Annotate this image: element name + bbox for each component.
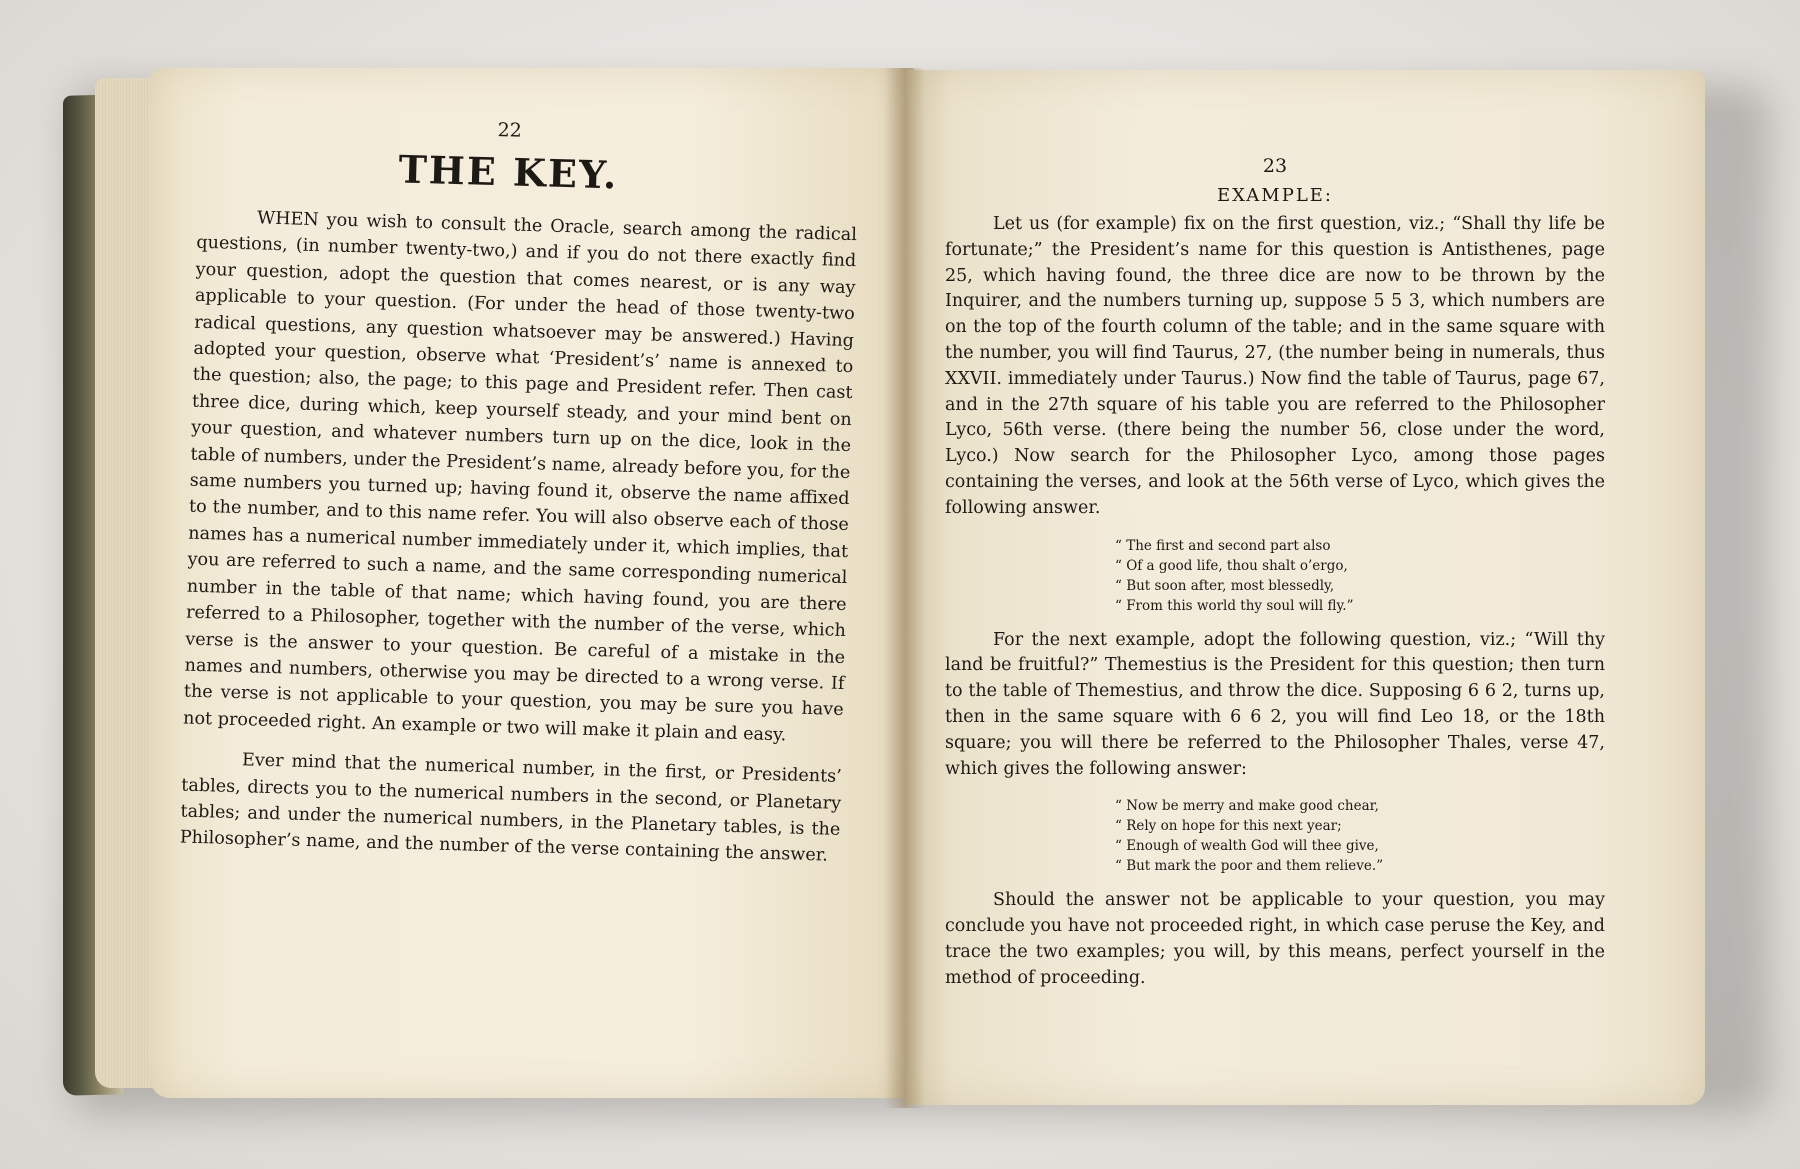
verse-line: “ From this world thy soul will fly.” <box>1115 597 1354 614</box>
verse-line: “ Of a good life, thou shalt o’ergo, <box>1115 557 1348 574</box>
verse-line: “ The first and second part also <box>1115 537 1331 554</box>
right-page-number: 23 <box>1262 155 1288 177</box>
chapter-title: THE KEY. <box>398 146 620 198</box>
verse-line: “ But soon after, most blessedly, <box>1115 577 1335 594</box>
left-page-text <box>179 111 860 884</box>
verse-line: “ Enough of wealth God will thee give, <box>1115 838 1379 855</box>
example-paragraph-2: For the next example, adopt the following question, viz.; “Will thy land be fruitful?” Themestius is the President for this question; then turn to the table of Themestius, and throw the dice. Supposing 6 6 2, turns up, then in the same square with 6 6 2, you will find Leo 18, or the 18th square; you will there be referred to the Philosopher Thales, verse 47, which gives the following answer: <box>945 629 1605 779</box>
right-page-text <box>945 155 1605 1006</box>
example-paragraph-3: Should the answer not be applicable to your question, you may conclude you have not proceeded right, in which case peruse the Key, and trace the two examples; you will, by this means, perfect yourself in the method of proceeding. <box>945 890 1605 988</box>
verse-line: “ Rely on hope for this next year; <box>1115 818 1342 835</box>
key-paragraph-1: WHEN you wish to consult the Oracle, search among the radical questions, (in number twenty-two,) and if you do not there exactly find your question, adopt the question that comes nearest, or is any way applicable to your question. (For under the head of those twenty-two radical questions, any question whatsoever may be answered.) Having adopted your question, observe what ‘President’s’ name is annexed to the question; also, the page; to this page and President refer. Then cast three dice, during which, keep yourself steady, and your mind bent on your question, and whatever numbers turn up on the dice, look in the table of numbers, under the President’s name, already before you, for the same numbers you turned up; having found it, observe the name affixed to the number, and to this name refer. You will also observe each of those names has a numerical number immediately under it, which implies, that you are referred to such a name, and the same corresponding numerical number in the table of that name; which having found, you are there referred to a Philosopher, together with the number of the verse, which verse is the answer to your question. Be careful of a mistake in the names and numbers, otherwise you may be directed to a wrong verse. If the verse is not applicable to your question, you may be sure you have not proceeded right. An example or two will make it plain and easy. <box>182 208 858 746</box>
example-heading: EXAMPLE: <box>1216 185 1333 206</box>
verse-lyco <box>1115 536 1605 616</box>
example-paragraph-1: Let us (for example) fix on the first question, viz.; “Shall thy life be fortunate;” the President’s name for this question is Antisthenes, page 25, which having found, the three dice are now to be thrown by the Inquirer, and the numbers turning up, suppose 5 5 3, which numbers are on the top of the fourth column of the table; and in the same square with the number, you will find Taurus, 27, (the number being in numerals, thus XXVII. immediately under Taurus.) Now find the table of Taurus, page 67, and in the 27th square of his table you are referred to the Philosopher Lyco, 56th verse. (there being the number 56, close under the word, Lyco.) Now search for the Philosopher Lyco, among those pages containing the verses, and look at the 56th verse of Lyco, which gives the following answer. <box>945 214 1605 518</box>
verse-thales <box>1115 796 1605 876</box>
book-gutter <box>885 68 925 1108</box>
verse-line: “ Now be merry and make good chear, <box>1115 798 1379 815</box>
verse-line: “ But mark the poor and them relieve.” <box>1115 858 1384 875</box>
left-page-number: 22 <box>497 119 523 142</box>
key-paragraph-2: Ever mind that the numerical number, in the first, or Presidents’ tables, directs you to the numerical numbers in the second, or Planetary tables; and under the numerical numbers, in the Planetary tables, is the Philosopher’s name, and the number of the verse containing the answer. <box>179 750 843 866</box>
